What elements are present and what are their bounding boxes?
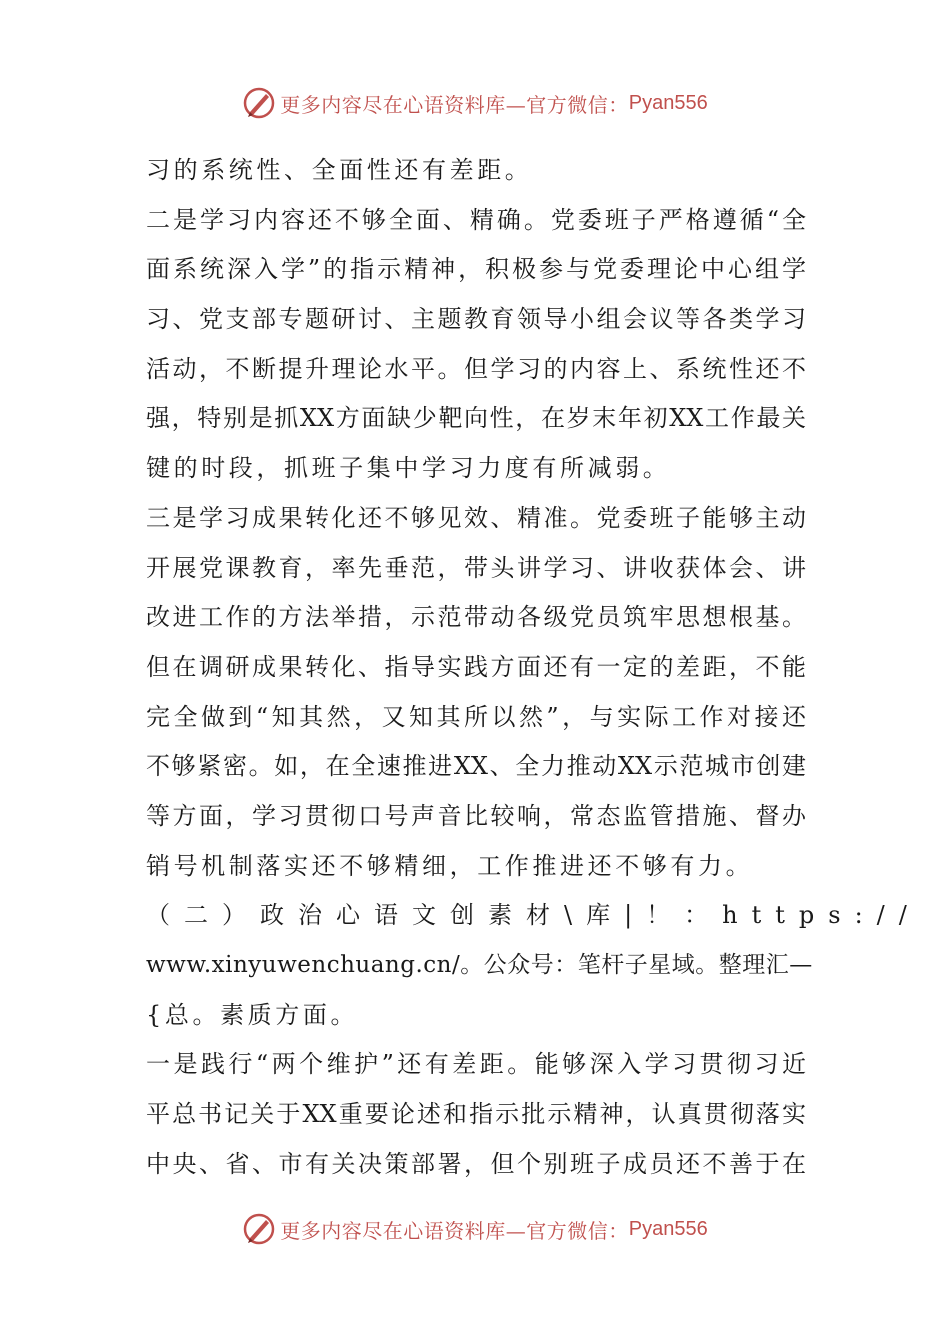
body-line: 面系统深入学”的指示精神，积极参与党委理论中心组学	[146, 255, 806, 284]
body-line: 不够紧密。如，在全速推进XX、全力推动XX示范城市创建	[146, 752, 806, 781]
body-line: 一是践行“两个维护”还有差距。能够深入学习贯彻习近	[146, 1050, 806, 1079]
body-line: 等方面，学习贯彻口号声音比较响，常态监管措施、督办	[146, 801, 806, 830]
body-line: {总。素质方面。	[146, 1000, 359, 1029]
body-line: 平总书记关于XX重要论述和指示批示精神，认真贯彻落实	[146, 1100, 806, 1129]
body-line: 习、党支部专题研讨、主题教育领导小组会议等各类学习	[146, 305, 806, 334]
body-line: 完全做到“知其然，又知其所以然”，与实际工作对接还	[146, 702, 806, 731]
body-line: 强，特别是抓XX方面缺少靶向性，在岁末年初XX工作最关	[146, 404, 806, 433]
body-line: 开展党课教育，率先垂范，带头讲学习、讲收获体会、讲	[146, 553, 806, 582]
header-brand-text: 更多内容尽在心语资料库—官方微信：	[280, 92, 629, 117]
body-line: www.xinyuwenchuang.cn/。公众号：笔杆子星域。整理汇—	[146, 952, 813, 978]
body-line: 三是学习成果转化还不够见效、精准。党委班子能够主动	[146, 503, 806, 532]
pen-logo-icon	[242, 1212, 276, 1246]
footer-banner	[0, 1209, 950, 1249]
body-line: 改进工作的方法举措，示范带动各级党员筑牢思想根基。	[146, 603, 806, 632]
header-wechat-id: Pyan556	[628, 91, 708, 114]
body-line: 销号机制落实还不够精细，工作推进还不够有力。	[146, 851, 754, 880]
pen-logo-icon	[242, 86, 276, 120]
body-line: 键的时段，抓班子集中学习力度有所减弱。	[146, 454, 671, 483]
document-body	[146, 146, 921, 1189]
footer-wechat-id: Pyan556	[628, 1217, 708, 1240]
body-line: 中央、省、市有关决策部署，但个别班子成员还不善于在	[146, 1149, 806, 1178]
footer-brand-text: 更多内容尽在心语资料库—官方微信：	[280, 1218, 629, 1243]
header-banner	[0, 83, 950, 123]
body-line: 习的系统性、全面性还有差距。	[146, 156, 533, 184]
body-line: 但在调研成果转化、指导实践方面还有一定的差距，不能	[146, 652, 806, 681]
body-line: 活动，不断提升理论水平。但学习的内容上、系统性还不	[146, 354, 806, 383]
body-line: （二）政治心语文创素材\库|！：https://	[146, 901, 921, 930]
body-line: 二是学习内容还不够全面、精确。党委班子严格遵循“全	[146, 205, 806, 234]
